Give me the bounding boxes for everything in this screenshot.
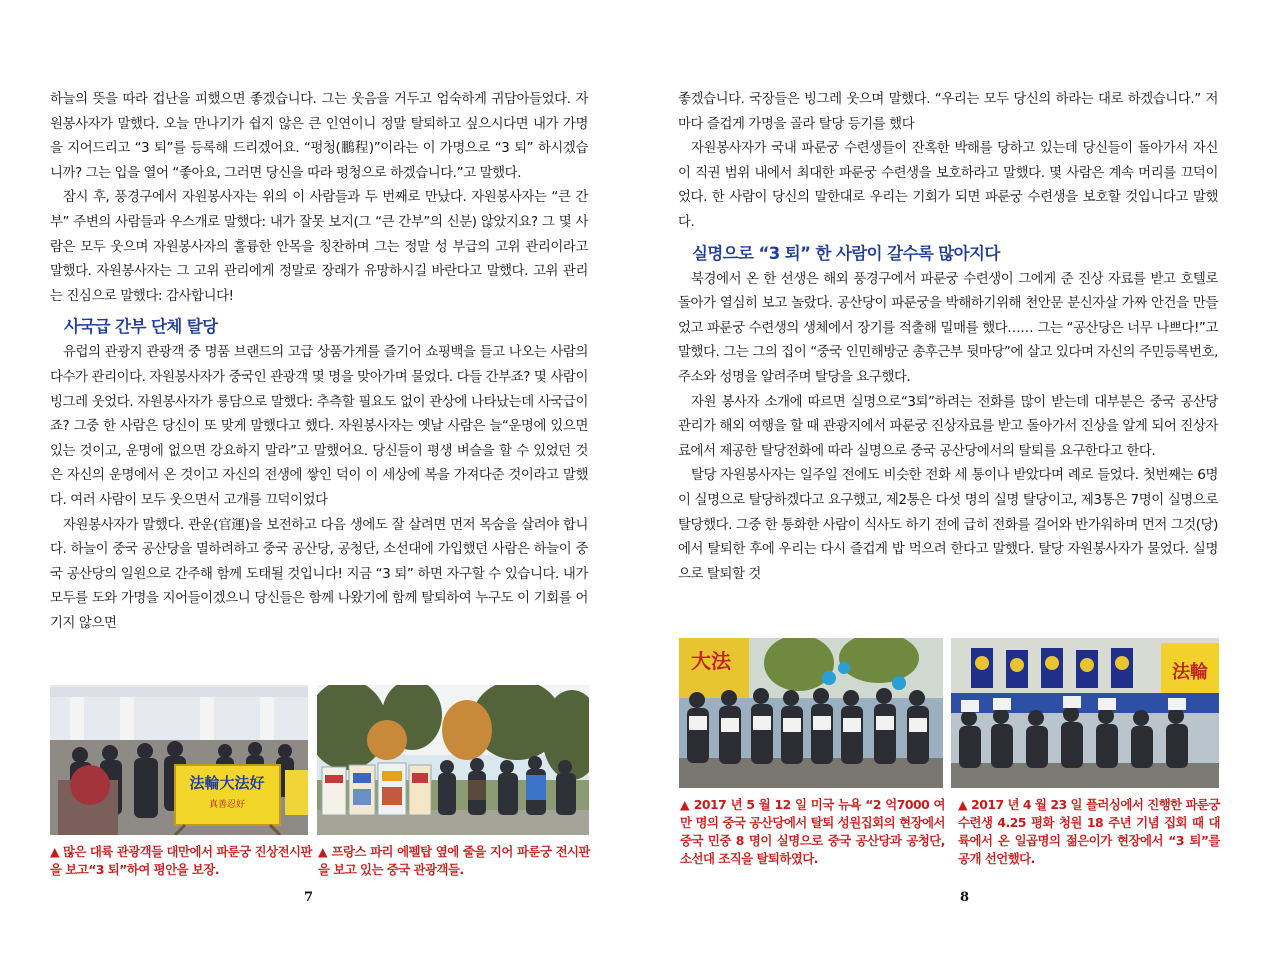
left-text-column <box>50 88 588 636</box>
flushing-banner-text: 法輪 <box>1172 662 1208 683</box>
right-page <box>633 0 1265 978</box>
photo-taiwan-tourists <box>50 685 308 835</box>
photo-newyork-rally <box>679 638 943 788</box>
right-caption-1: ▲ 2017 년 5 월 12 일 미국 뉴욕 “2 억7000 여만 명의 중국 공산당에서 탈퇴 성원집회의 현장에서 중국 민중 8 명이 실명으로 중국 공산당과 공청단, 소선대 조직을 탈퇴하였다. <box>680 797 945 866</box>
right-paragraph-2: 자원봉사자가 국내 파룬궁 수련생들이 잔혹한 박해를 당하고 있는데 당신들이 돌아가서 자신이 직권 범위 내에서 최대한 파룬궁 수련생을 보호하라고 말했다. 몇 사람은 계속 머리를 끄덕이었다. 한 사람이 당신의 말한대로 우리는 기회가 되면 파룬궁 수련생을 보호할 것입니다고 말했다. <box>678 141 1218 230</box>
right-section-heading: 실명으로 “3 퇴” 한 사람이 갈수록 많아지다 <box>692 243 1000 263</box>
left-section-heading: 사국급 간부 단체 탈당 <box>64 317 218 337</box>
right-paragraph-4: 자원 봉사자 소개에 따르면 실명으로“3퇴”하려는 전화를 많이 받는데 대부분은 중국 공산당 관리가 해외 여행을 할 때 관광지에서 파룬궁 진상자료를 받고 돌아가서 진상을 알게 되어 진상자료에서 제공한 탈당전화에 따라 실명으로 중국 공산당에서의 탈퇴를 요구한다고 한다. <box>678 394 1218 459</box>
newyork-banner-text: 大法 <box>691 649 731 673</box>
left-caption-1: ▲ 많은 대륙 관광객들 대만에서 파룬궁 진상전시판을 보고“3 퇴”하여 평안을 보장. <box>50 844 312 877</box>
photo-flushing-rally <box>951 638 1219 788</box>
left-page-number: 7 <box>304 890 314 905</box>
right-paragraph-5: 탈당 자원봉사자는 일주일 전에도 비슷한 전화 세 통이나 받았다며 례로 들었다. 첫번째는 6명이 실명으로 탈당하겠다고 요구했고, 제2통은 다섯 명의 실명 탈당이고, 제3통은 7명이 실명으로 탈당했다. 그중 한 통화한 사람이 식사도 하기 전에 급히 전화를 걸어와 반가워하며 먼저 그것(당)에서 탈퇴한 후에 우리는 다시 즐겁게 밥 먹으려 한다고 말했다. 탈당 자원봉사자가 물었다. 실명으로 탈퇴할 것 <box>678 468 1219 582</box>
taiwan-sign-sub-text: 真善忍好 <box>208 800 246 810</box>
left-paragraph-2: 잠시 후, 풍경구에서 자원봉사자는 위의 이 사람들과 두 번째로 만났다. 자원봉사자는 “큰 간부” 주변의 사람들과 우스개로 말했다: 내가 잘못 보지(그 “큰 간부”의 신분) 않았지요? 그 몇 사람은 모두 웃으며 자원봉사자의 훌륭한 안목을 칭찬하며 그는 정말 성 부급의 고위 관리이라고 말했다. 자원봉사자는 그 고위 관리에게 정말로 장래가 유망하시길 바란다고 말했다. 고위 관리는 진심으로 말했다: 감사합니다! <box>50 190 588 304</box>
left-page <box>0 0 632 978</box>
left-paragraph-3: 유럽의 관광지 관광객 중 명품 브랜드의 고급 상품가게를 즐기어 쇼핑백을 들고 나오는 사람의 다수가 관리이다. 자원봉사자가 중국인 관광객 몇 명을 맞아가며 물었다. 다들 간부죠? 몇 사람이 빙그레 웃었다. 자원봉사자가 롱담으로 말했다: 추측할 필요도 없이 관상에 나타났는데 사국급이죠? 그중 한 사람은 당신이 또 맞게 말했다고 했다. 자원봉사자는 옛날 사람은 늘“운명에 있으면 있는 것이고, 운명에 없으면 강요하지 말라”고 말했어요. 당신들이 평생 벼슬을 할 수 있었던 것은 자신의 운명에서 온 것이고 자신의 전생에 쌓인 덕이 이 세상에 복을 가져다준 것이라고 말했다. 여러 사람이 모두 웃으면서 고개를 끄덕이었다 <box>50 345 588 508</box>
right-page-number: 8 <box>960 890 970 905</box>
taiwan-sign-main-text: 法輪大法好 <box>189 774 265 792</box>
photo-paris-display <box>317 685 589 835</box>
right-paragraph-1: 좋겠습니다. 국장들은 빙그레 웃으며 말했다. “우리는 모두 당신의 하라는 대로 하겠습니다.” 저마다 즐겁게 가명을 골라 탈당 등기를 했다 <box>678 92 1218 132</box>
right-paragraph-3: 북경에서 온 한 선생은 해외 풍경구에서 파룬궁 수련생이 그에게 준 진상 자료를 받고 호텔로 돌아가 열심히 보고 놀랐다. 공산당이 파룬궁을 박해하기위해 천안문 분신자살 가짜 안건을 만들었고 파룬궁 수련생의 생체에서 장기를 적출해 밀매를 했다…… 그는 “공산당은 너무 나쁘다!”고 말했다. 그는 그의 집이 “중국 인민해방군 총후근부 뒷마당”에 살고 있다며 자신의 주민등록번호, 주소와 성명을 알려주며 탈당을 요구했다. <box>678 271 1218 385</box>
right-photo-row <box>679 638 1219 788</box>
right-caption-2: ▲ 2017 년 4 월 23 일 플러싱에서 진행한 파룬궁 수련생 4.25 평화 청원 18 주년 기념 집회 때 대륙에서 온 일곱명의 젊은이가 현장에서 “3 퇴”를 공개 선언했다. <box>958 797 1220 866</box>
left-caption-2: ▲ 프랑스 파리 에펠탑 옆에 줄을 지어 파룬궁 전시판을 보고 있는 중국 관광객들. <box>318 844 590 877</box>
right-text-column <box>678 88 1218 587</box>
left-paragraph-1: 하늘의 뜻을 따라 겁난을 피했으면 좋겠습니다. 그는 웃음을 거두고 엄숙하게 귀담아들었다. 자원봉사자가 말했다. 오늘 만나기가 쉽지 않은 큰 인연이니 정말 탈퇴하고 싶으시다면 내가 가명을 지어드리고 “3 퇴”를 등록해 드리겠어요. “펑청(鵬程)”이라는 이 가명으로 “3 퇴” 하시겠습니까? 그는 입을 열어 “좋아요, 그러면 당신을 따라 펑청으로 하겠습니다.”고 말했다. <box>50 92 588 181</box>
left-paragraph-4: 자원봉사자가 말했다. 관운(官運)을 보전하고 다음 생에도 잘 살려면 먼저 목숨을 살려야 합니다. 하늘이 중국 공산당을 멸하려하고 중국 공산당, 공청단, 소선대에 가입했던 사람은 하늘이 중국 공산당의 일원으로 간주해 함께 도태될 것입니다! 지금 “3 퇴” 하면 자구할 수 있습니다. 내가 모두를 도와 가명을 지어들이겠으니 당신들은 함께 나왔기에 함께 탈퇴하여 누구도 이 기회를 어기지 않으면 <box>50 517 588 631</box>
left-photo-row <box>50 685 589 835</box>
